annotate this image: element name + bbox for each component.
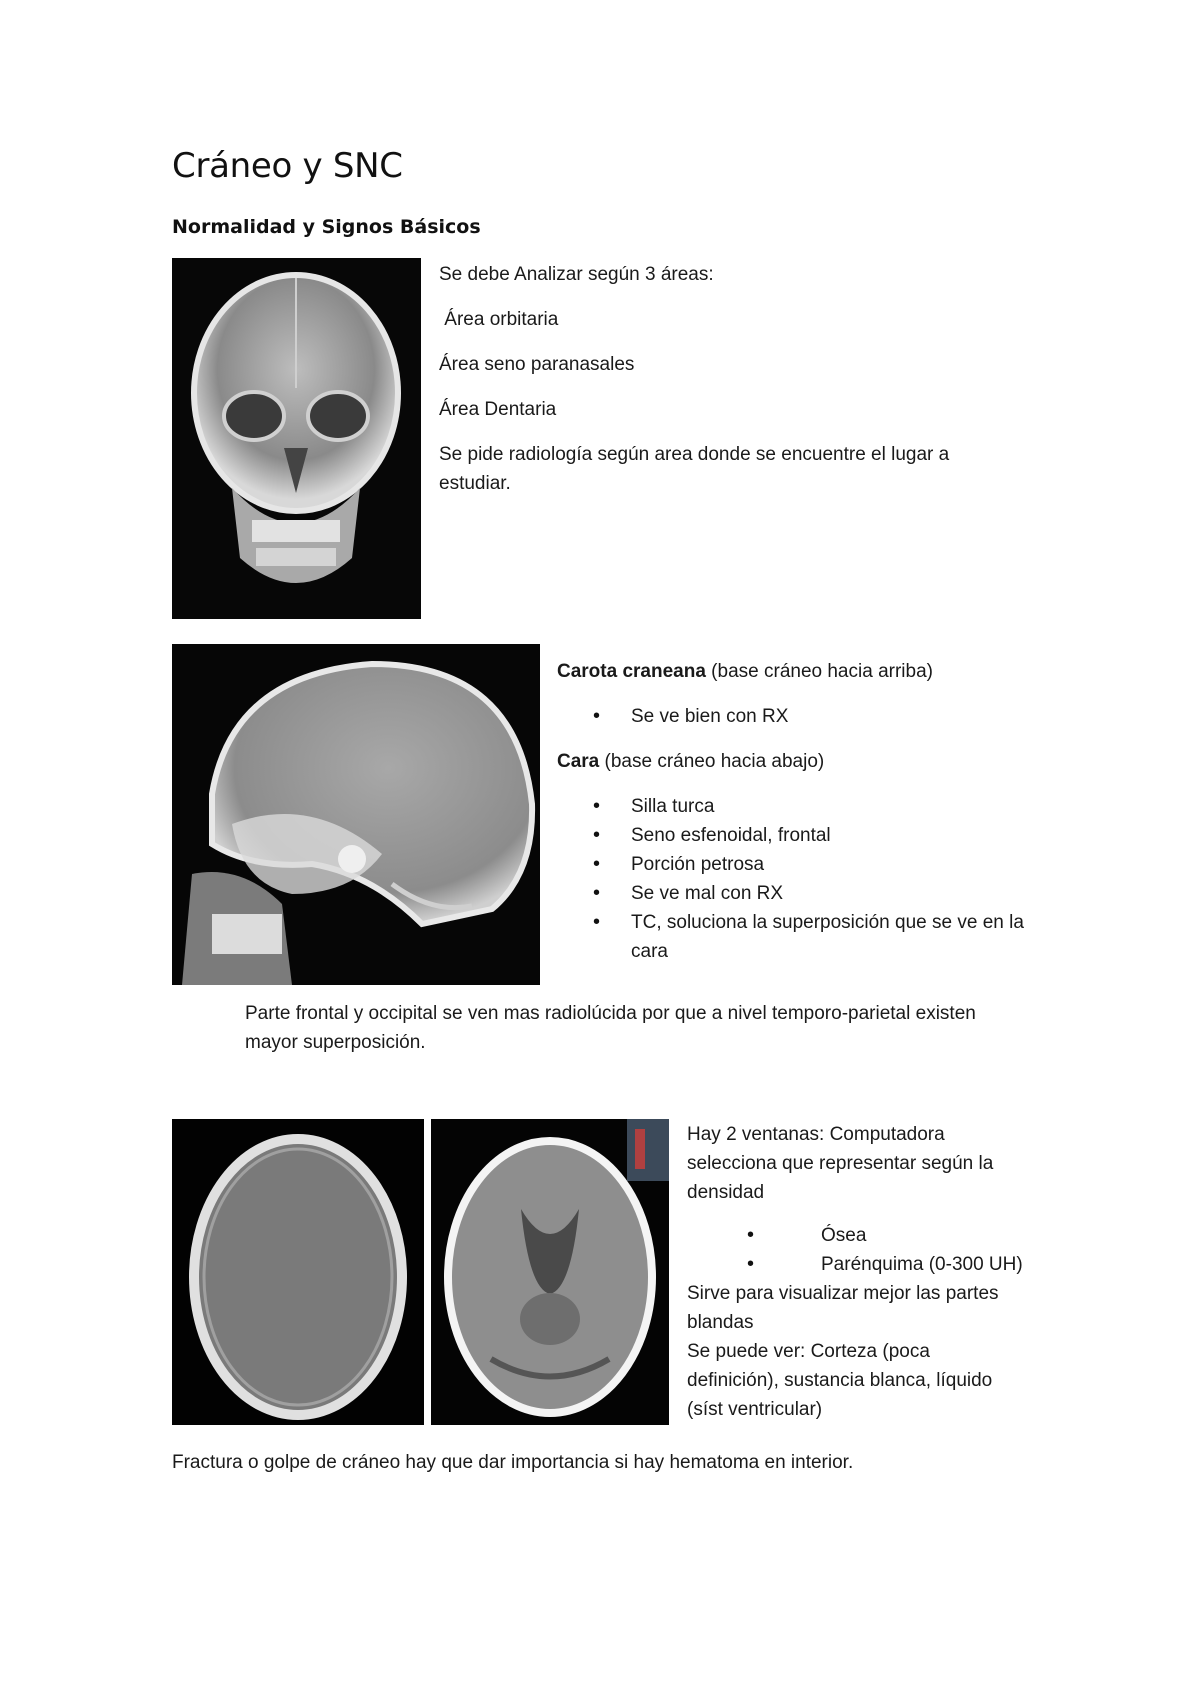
section3-intro: Hay 2 ventanas: Computadora selecciona que representar según la densidad <box>687 1124 994 1203</box>
page-title: Cráneo y SNC <box>172 146 403 186</box>
section3-line2: Se puede ver: Corteza (poca definición), sustancia blanca, líquido (síst ventricular) <box>687 1341 993 1420</box>
section2-footnote: Parte frontal y occipital se ven mas radiolúcida por que a nivel temporo-parietal existen mayor superposición. <box>245 1003 976 1053</box>
closing-text: Fractura o golpe de cráneo hay que dar importancia si hay hematoma en interior. <box>172 1452 854 1473</box>
list-item: • Seno esfenoidal, frontal <box>631 821 1041 850</box>
area-item: Área Dentaria <box>439 399 557 420</box>
section1-note: Se pide radiología según area donde se encuentre el lugar a estudiar. <box>439 444 950 494</box>
carota-label: Carota craneana <box>557 661 706 682</box>
section1-intro: Se debe Analizar según 3 áreas: <box>439 264 714 285</box>
carota-list <box>631 702 1057 731</box>
lateral-skull-xray <box>172 644 540 985</box>
cara-heading <box>557 747 1057 776</box>
section1-text <box>439 260 1029 498</box>
list-item: • Se ve mal con RX <box>631 879 1041 908</box>
ct-parenchyma-window <box>431 1119 669 1425</box>
section3-line1: Sirve para visualizar mejor las partes blandas <box>687 1283 999 1333</box>
list-item: • Parénquima (0-300 UH) <box>821 1250 1027 1279</box>
windows-list <box>821 1221 1027 1279</box>
cara-desc: (base cráneo hacia abajo) <box>599 751 825 772</box>
area-item: Área seno paranasales <box>439 354 635 375</box>
cara-list <box>631 792 1041 966</box>
section2-text <box>557 657 1057 966</box>
section3-text <box>687 1120 1027 1424</box>
carota-desc: (base cráneo hacia arriba) <box>705 661 933 682</box>
area-item: Área orbitaria <box>439 309 559 330</box>
list-item: • TC, soluciona la superposición que se ve en la cara <box>631 908 1041 966</box>
list-item: • Porción petrosa <box>631 850 1041 879</box>
list-item: • Silla turca <box>631 792 1041 821</box>
page-subtitle: Normalidad y Signos Básicos <box>172 216 481 238</box>
list-item: • Se ve bien con RX <box>631 702 1057 731</box>
list-item: • Ósea <box>821 1221 1027 1250</box>
cara-label: Cara <box>557 751 600 772</box>
carota-heading <box>557 657 1057 686</box>
frontal-skull-xray <box>172 258 421 619</box>
ct-bone-window <box>172 1119 424 1425</box>
